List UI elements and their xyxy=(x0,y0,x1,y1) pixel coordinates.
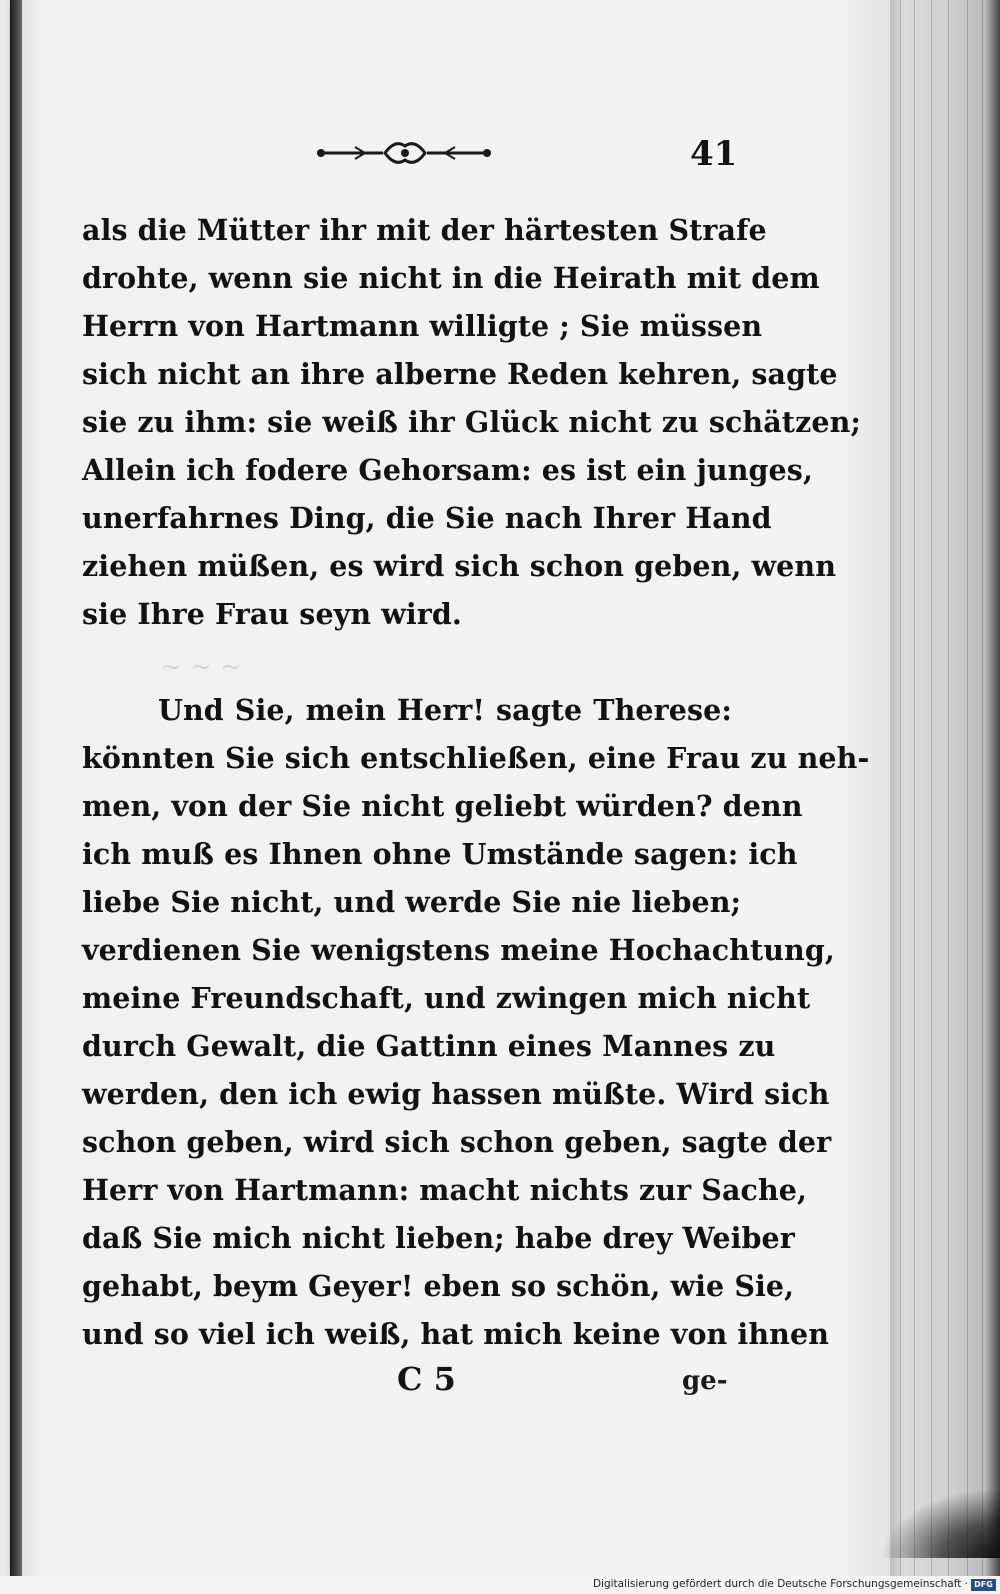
text-line: ich muß es Ihnen ohne Umstände sagen: ich xyxy=(82,837,798,871)
text-line: men, von der Sie nicht geliebt würden? denn xyxy=(82,789,803,823)
text-line: Herr von Hartmann: macht nichts zur Sache, xyxy=(82,1173,808,1207)
text-line: werden, den ich ewig hassen müßte. Wird sich xyxy=(82,1077,830,1111)
text-line: Allein ich fodere Gehorsam: es ist ein junges, xyxy=(82,453,813,487)
signature-mark: C 5 xyxy=(397,1360,456,1398)
footer-credit: Digitalisierung gefördert durch die Deutsche Forschungsgemeinschaft · xyxy=(592,1578,968,1590)
paragraph-gap xyxy=(82,638,732,686)
text-line: und so viel ich weiß, hat mich keine von ihnen xyxy=(82,1317,830,1351)
text-line: könnten Sie sich entschließen, eine Frau zu neh- xyxy=(82,741,870,775)
text-line: meine Freundschaft, und zwingen mich nicht xyxy=(82,981,811,1015)
book-page xyxy=(10,0,890,1576)
text-line: drohte, wenn sie nicht in die Heirath mit dem xyxy=(82,261,820,295)
page-gutter-shadow xyxy=(10,0,22,1576)
text-line: Herrn von Hartmann willigte ; Sie müssen xyxy=(82,309,763,343)
text-line: liebe Sie nicht, und werde Sie nie lieben; xyxy=(82,885,742,919)
text-line: sie Ihre Frau seyn wird. xyxy=(82,597,462,631)
dfg-logo-icon: DFG xyxy=(971,1579,996,1591)
thumb-shadow xyxy=(880,1488,1000,1558)
page-number: 41 xyxy=(690,134,738,174)
page-foot xyxy=(82,1360,732,1420)
text-line: unerfahrnes Ding, die Sie nach Ihrer Hand xyxy=(82,501,772,535)
page-edges-stack xyxy=(890,0,1000,1576)
text-line: als die Mütter ihr mit der härtesten Strafe xyxy=(82,213,767,247)
text-line: schon geben, wird sich schon geben, sagte der xyxy=(82,1125,832,1159)
text-line: daß Sie mich nicht lieben; habe drey Weiber xyxy=(82,1221,795,1255)
text-line: ziehen müßen, es wird sich schon geben, wenn xyxy=(82,549,837,583)
text-line: durch Gewalt, die Gattinn eines Mannes zu xyxy=(82,1029,776,1063)
text-line: sich nicht an ihre alberne Reden kehren, sagte xyxy=(82,357,838,391)
text-line: sie zu ihm: sie weiß ihr Glück nicht zu schätzen; xyxy=(82,405,862,439)
bleed-through-text: ~ ~ ~ xyxy=(160,652,242,682)
body-text xyxy=(82,206,870,1358)
text-line: Und Sie, mein Herr! sagte Therese: xyxy=(158,693,732,727)
catchword: ge- xyxy=(682,1366,728,1396)
header-ornament-icon xyxy=(315,136,495,170)
text-line: gehabt, beym Geyer! eben so schön, wie Sie, xyxy=(82,1269,795,1303)
text-line: verdienen Sie wenigstens meine Hochachtung, xyxy=(82,933,835,967)
